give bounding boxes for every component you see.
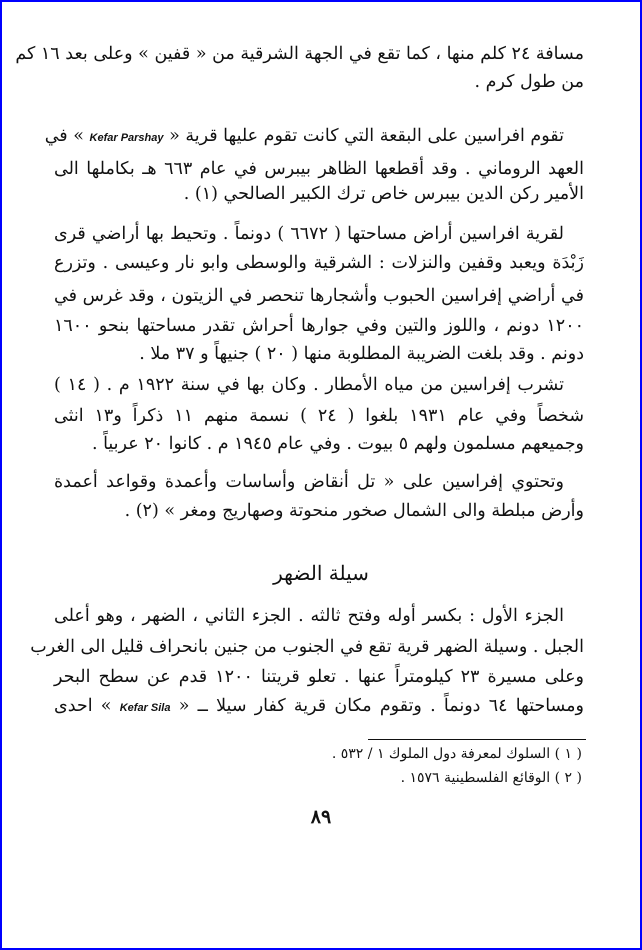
paragraph-3-line-4: ١٢٠٠ دونم ، واللوز والتين وفي جوارها أحراش تقدر مساحتها بنحو ١٦٠٠ [54,316,584,336]
footnote-2: ( ٢ ) الوقائع الفلسطينية ١٥٧٦ . [400,770,582,786]
paragraph-2-line-1 [44,122,584,150]
paragraph-1-line-2: من طول كرم . [474,72,584,92]
section-line-3: وعلى مسيرة ٢٣ كيلومتراً عنها . تعلو قريتنا ١٢٠٠ قدم عن سطح البحر [54,667,584,687]
paragraph-2-line-1-tail: » في [44,126,90,146]
kefar-parshay-term: Kefar Parshay [89,132,164,144]
paragraph-2-line-3: الأمير ركن الدين بيبرس خاص ترك الكبير الصالحي (١) . [183,184,584,204]
section-line-4-tail: » احدى [54,696,120,716]
book-page [2,2,640,948]
footnote-1: ( ١ ) السلوك لمعرفة دول الملوك ١ / ٥٣٢ . [331,746,582,762]
paragraph-1-line-1: مسافة ٢٤ كلم منها ، كما تقع في الجهة الشرقية من « قفين » وعلى بعد ١٦ كم [15,44,584,64]
section-line-2: الجبل . وسيلة الضهر قرية تقع في الجنوب من جنين بانحراف قليل الى الغرب [30,637,584,657]
kefar-sila-term: Kefar Sila [119,702,171,714]
paragraph-2-line-2: العهد الروماني . وقد أقطعها الظاهر بيبرس في عام ٦٦٣ هـ بكاملها الى [54,159,584,179]
paragraph-3-line-2: زَبْدَة ويعبد وقفين والنزلات : الشرقية والوسطى وابو نار وعيسى . وتزرع [54,253,584,273]
paragraph-3-line-1: لقرية افراسين أراض مساحتها ( ٦٦٧٢ ) دونماً . وتحيط بها أراضي قرى [54,224,564,244]
paragraph-4-line-1: تشرب إفراسين من مياه الأمطار . وكان بها في سنة ١٩٢٢ م . ( ١٤ ) [54,375,565,395]
footnote-divider [368,739,586,740]
paragraph-3-line-5: دونم . وقد بلغت الضريبة المطلوبة منها ( ٢٠ ) جنيهاً و ٣٧ ملا . [139,344,584,364]
paragraph-5-line-1: وتحتوي إفراسين على « تل أنقاض وأساسات وأعمدة وقواعد أعمدة [54,472,564,492]
section-line-4 [54,692,584,720]
paragraph-3-line-3: في أراضي إفراسين الحبوب وأشجارها تنحصر في الزيتون ، وقد غرس في [54,286,584,306]
paragraph-4-line-3: وجميعهم مسلمون ولهم ٥ بيوت . وفي عام ١٩٤٥ م . كانوا ٢٠ عربياً . [91,434,584,454]
section-line-1: الجزء الأول : بكسر أوله وفتح ثالثه . الجزء الثاني ، الضهر ، وهو أعلى [54,606,564,626]
paragraph-4-line-2: شخصاً وفي عام ١٩٣١ بلغوا ( ٢٤ ) نسمة منهم ١١ ذكراً و١٣ انثى [54,406,584,426]
section-heading: سيلة الضهر [273,561,369,585]
page-number: ٨٩ [310,806,332,828]
paragraph-5-line-2: وأرض مبلطة والى الشمال صخور منحوتة وصهاريج ومغر » (٢) . [124,501,584,521]
section-line-4-text: ومساحتها ٦٤ دونماً . وتقوم مكان قرية كفار سيلا ــ « [170,696,584,716]
paragraph-2-line-1-text: تقوم افراسين على البقعة التي كانت تقوم عليها قرية « [163,126,564,146]
